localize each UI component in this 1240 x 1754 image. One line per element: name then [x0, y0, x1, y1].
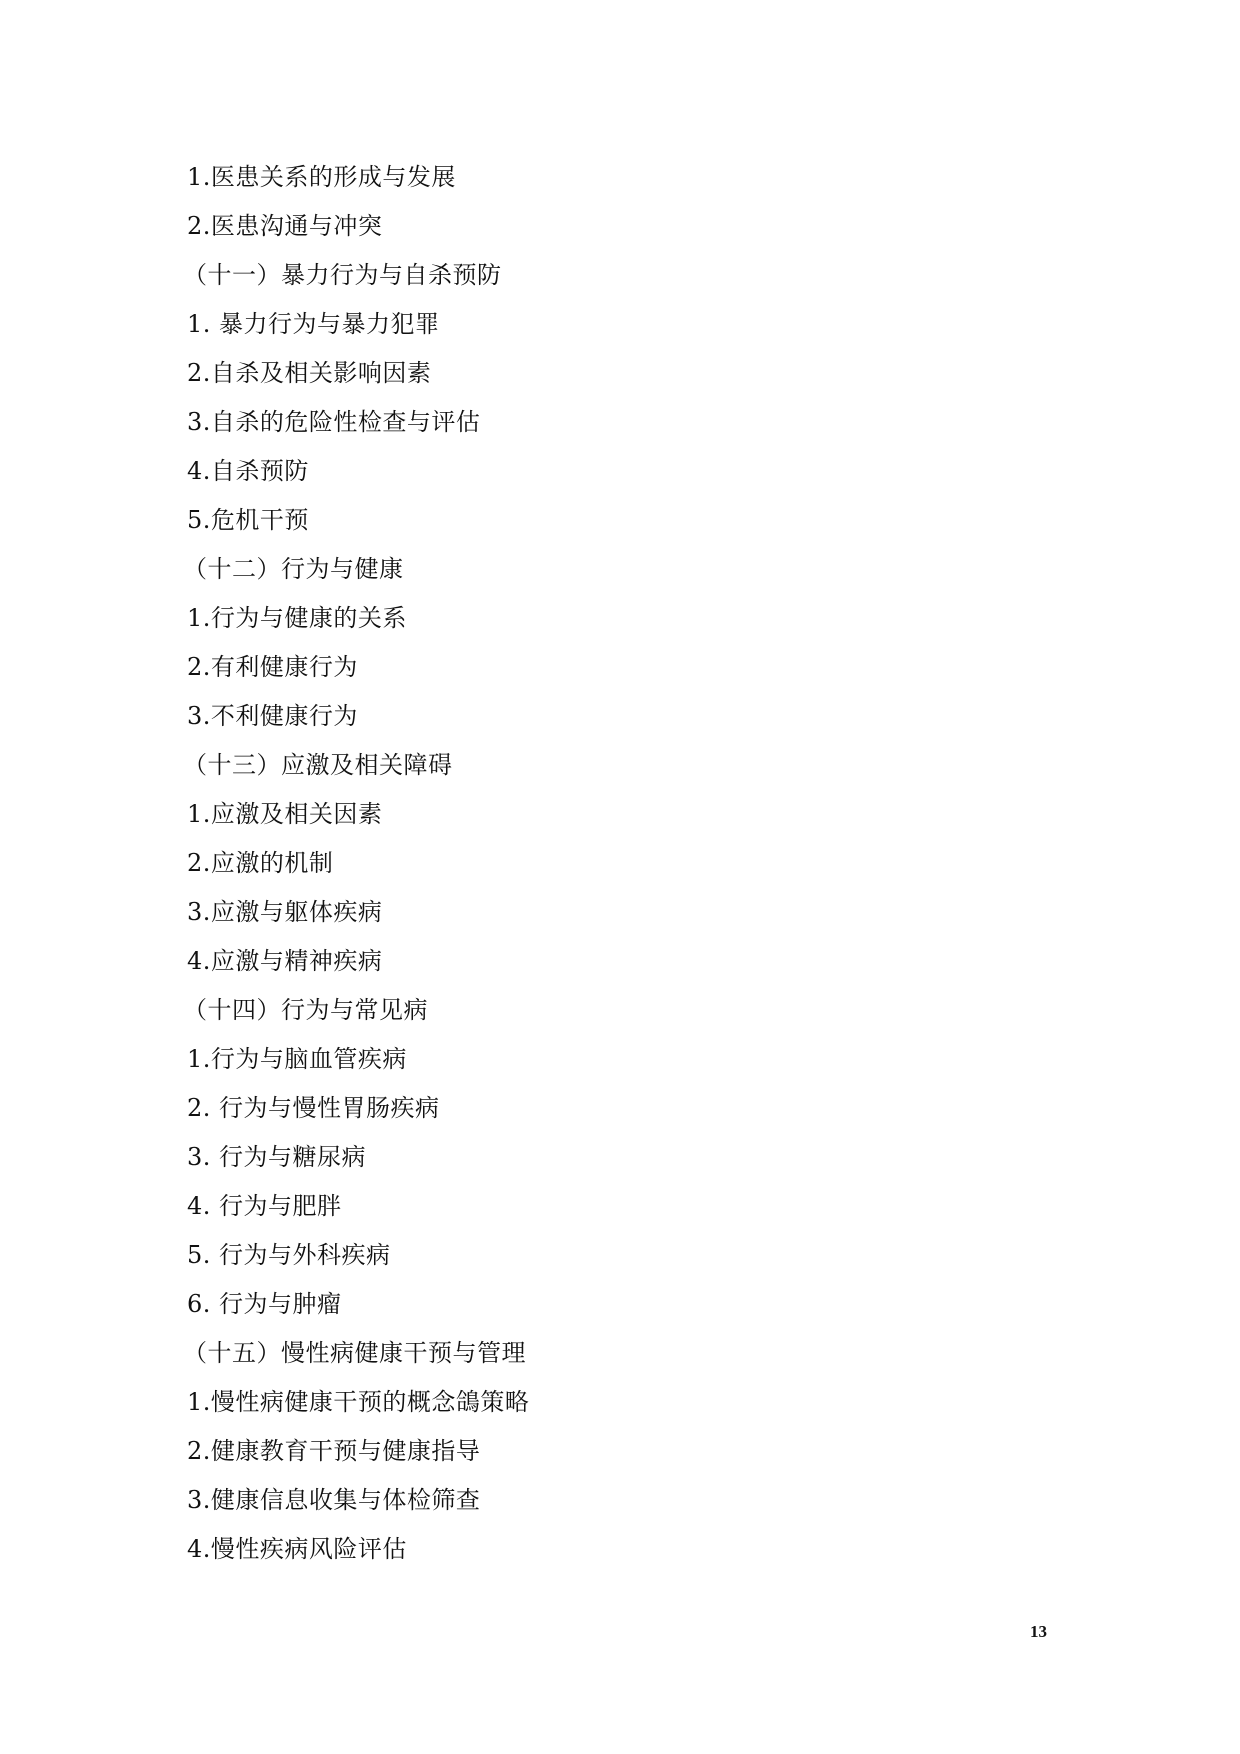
list-item: 5. 行为与外科疾病: [187, 1241, 391, 1269]
list-item: 2.有利健康行为: [187, 653, 358, 681]
list-item: 2.应激的机制: [187, 849, 334, 877]
list-item: 6. 行为与肿瘤: [187, 1290, 342, 1318]
list-item: 1.应激及相关因素: [187, 800, 383, 828]
list-item: 1.行为与健康的关系: [187, 604, 407, 632]
list-item: 4. 行为与肥胖: [187, 1192, 342, 1220]
list-item: 3.健康信息收集与体检筛查: [187, 1486, 481, 1514]
list-item: 1.行为与脑血管疾病: [187, 1045, 407, 1073]
section-heading: （十五）慢性病健康干预与管理: [183, 1339, 526, 1367]
section-heading: （十一）暴力行为与自杀预防: [183, 261, 502, 289]
page-number: 13: [1030, 1622, 1047, 1641]
list-item: 5.危机干预: [187, 506, 309, 534]
section-heading: （十三）应激及相关障碍: [183, 751, 453, 779]
list-item: 1.医患关系的形成与发展: [187, 163, 456, 191]
section-heading: （十二）行为与健康: [183, 555, 404, 583]
list-item: 3. 行为与糖尿病: [187, 1143, 367, 1171]
list-item: 1. 暴力行为与暴力犯罪: [187, 310, 440, 338]
list-item: 2.健康教育干预与健康指导: [187, 1437, 481, 1465]
list-item: 4.应激与精神疾病: [187, 947, 383, 975]
section-heading: （十四）行为与常见病: [183, 996, 428, 1024]
outline-list: [183, 153, 1087, 1574]
list-item: 1.慢性病健康干预的概念鴿策略: [187, 1388, 530, 1416]
list-item: 3.不利健康行为: [187, 702, 358, 730]
list-item: 3.自杀的危险性检查与评估: [187, 408, 481, 436]
list-item: 4.自杀预防: [187, 457, 309, 485]
list-item: 2.自杀及相关影响因素: [187, 359, 432, 387]
list-item: 2. 行为与慢性胃肠疾病: [187, 1094, 440, 1122]
list-item: 3.应激与躯体疾病: [187, 898, 383, 926]
list-item: 4.慢性疾病风险评估: [187, 1535, 407, 1563]
list-item: 2.医患沟通与冲突: [187, 212, 383, 240]
